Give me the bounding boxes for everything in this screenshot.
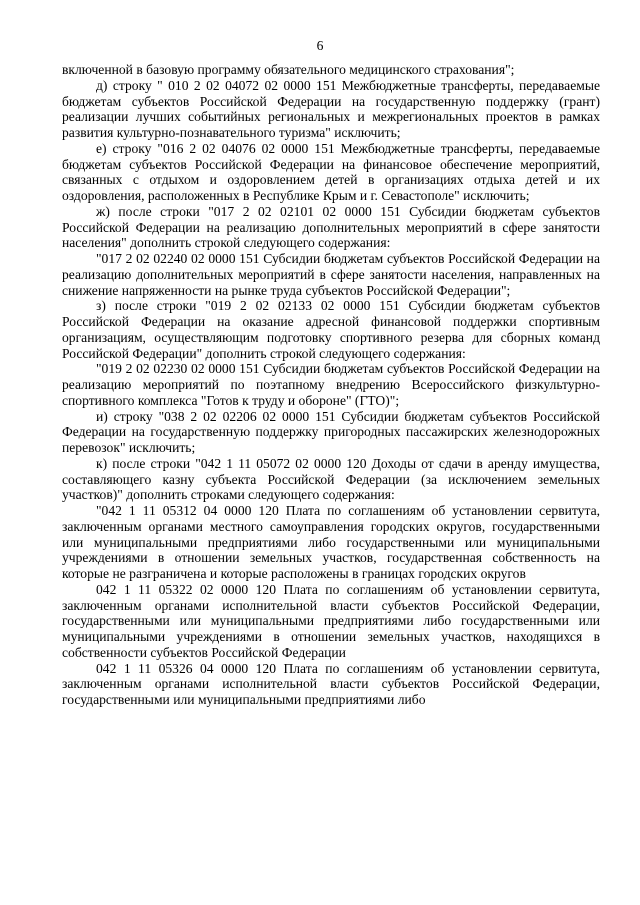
paragraph-item-i: и) строку "038 2 02 02206 02 0000 151 Субсидии бюджетам субъектов Российской Федерации на государственную поддержку пригородных пассажирских железнодорожных перевозок" исключить; [62,408,600,455]
page-number: 6 [316,38,324,53]
paragraph-item-k-insert-1: "042 1 11 05312 04 0000 120 Плата по соглашениям об установлении сервитута, заключенным органами местного самоуправления городских округов, государственными или муниципальными предприятиями либо государственными или муниципальными учреждениями в отношении земельных участков, государственная собственность на которые не разграничена и которые расположены в границах городских округов [62,503,600,581]
paragraph-item-k-insert-2: 042 1 11 05322 02 0000 120 Плата по соглашениям об установлении сервитута, заключенным органами исполнительной власти субъектов Российской Федерации, государственными или муниципальными предприятиями либо государственными или муниципальными учреждениями в отношении земельных участков, находящихся в собственности субъектов Российской Федерации [62,581,600,660]
paragraph-continuation: включенной в базовую программу обязательного медицинского страхования"; [62,62,515,77]
document-body [62,62,600,708]
paragraph-item-e: е) строку "016 2 02 04076 02 0000 151 Межбюджетные трансферты, передаваемые бюджетам субъектов Российской Федерации на финансовое обеспечение мероприятий, связанных с отдыхом и оздоровлением детей в организациях отдыха детей и их оздоровления, расположенных в Республике Крым и г. Севастополе" исключить; [62,140,600,203]
paragraph-item-zh-insert: "017 2 02 02240 02 0000 151 Субсидии бюджетам субъектов Российской Федерации на реализацию дополнительных мероприятий в сфере занятости населения, направленных на снижение напряженности на рынке труда субъектов Российской Федерации"; [62,251,600,298]
paragraph-item-z: з) после строки "019 2 02 02133 02 0000 151 Субсидии бюджетам субъектов Российской Федерации на оказание адресной финансовой поддержки спортивным организациям, осуществляющим подготовку спортивного резерва для сборных команд Российской Федерации" дополнить строкой следующего содержания: [62,298,600,361]
paragraph-item-k: к) после строки "042 1 11 05072 02 0000 120 Доходы от сдачи в аренду имущества, составляющего казну субъекта Российской Федерации (за исключением земельных участков)" дополнить строками следующего содержания: [62,455,600,503]
paragraph-item-k-insert-3: 042 1 11 05326 04 0000 120 Плата по соглашениям об установлении сервитута, заключенным органами исполнительной власти субъектов Российской Федерации, государственными или муниципальными предприятиями либо [62,660,600,707]
paragraph-item-z-insert: "019 2 02 02230 02 0000 151 Субсидии бюджетам субъектов Российской Федерации на реализацию мероприятий по поэтапному внедрению Всероссийского физкультурно-спортивного комплекса "Готов к труду и обороне" (ГТО)"; [62,361,600,408]
paragraph-item-zh: ж) после строки "017 2 02 02101 02 0000 151 Субсидии бюджетам субъектов Российской Федерации на реализацию дополнительных мероприятий в сфере занятости населения" дополнить строкой следующего содержания: [62,203,600,251]
paragraph-item-d: д) строку " 010 2 02 04072 02 0000 151 Межбюджетные трансферты, передаваемые бюджетам субъектов Российской Федерации на государственную поддержку (грант) реализации лучших событийных региональных и межрегиональных проектов в рамках развития культурно-познавательного туризма" исключить; [62,77,600,140]
